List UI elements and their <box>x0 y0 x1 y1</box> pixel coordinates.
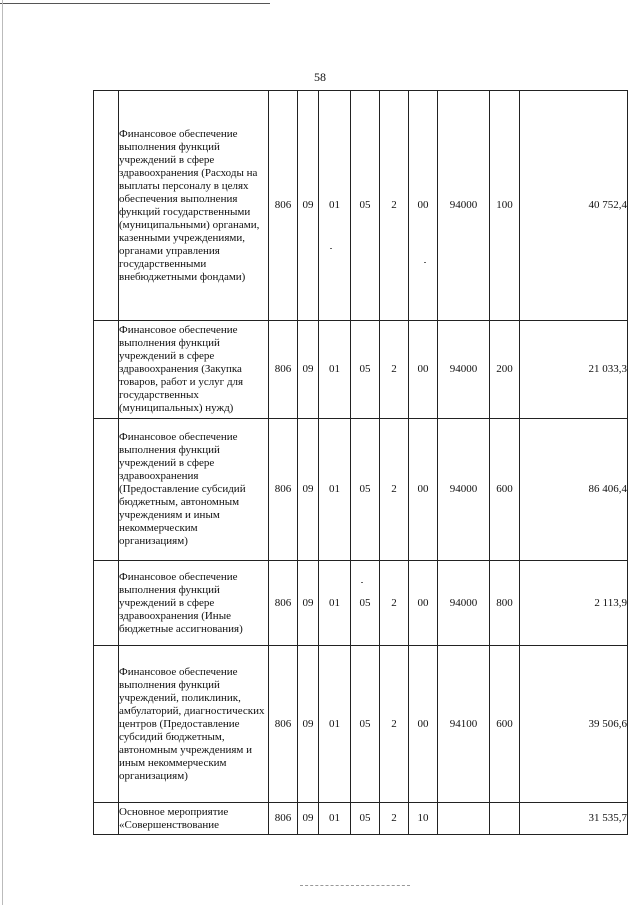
row-name: Финансовое обеспечение выполнения функций учреждений в сфере здравоохранения (Закупка товаров, работ и услуг для государственных (муниципальных) нужд) <box>119 321 269 419</box>
scan-speck <box>424 262 426 263</box>
ministry-code: 806 <box>269 91 298 321</box>
section-code: 09 <box>298 91 319 321</box>
table-row <box>94 419 628 561</box>
activity-code: 00 <box>409 321 438 419</box>
program-code: 05 <box>351 321 380 419</box>
table-row <box>94 803 628 835</box>
scan-edge-top <box>0 3 270 4</box>
table-row <box>94 321 628 419</box>
program-code: 05 <box>351 561 380 646</box>
amount-cell: 39 506,6 <box>520 646 628 803</box>
expense-type-code <box>490 803 520 835</box>
page-number: 58 <box>314 70 326 84</box>
direction-code: 94000 <box>438 91 490 321</box>
subsection-code: 01 <box>319 91 351 321</box>
scan-edge-bottom <box>300 885 410 886</box>
subprogram-code: 2 <box>380 321 409 419</box>
row-index-cell <box>94 646 119 803</box>
program-code: 05 <box>351 646 380 803</box>
row-name: Основное мероприятие «Совершенствование <box>119 803 269 835</box>
row-index-cell <box>94 91 119 321</box>
section-code: 09 <box>298 646 319 803</box>
direction-code <box>438 803 490 835</box>
ministry-code: 806 <box>269 803 298 835</box>
amount-cell: 21 033,3 <box>520 321 628 419</box>
subprogram-code: 2 <box>380 803 409 835</box>
subsection-code: 01 <box>319 321 351 419</box>
program-code: 05 <box>351 91 380 321</box>
expense-type-code: 100 <box>490 91 520 321</box>
row-name: Финансовое обеспечение выполнения функций учреждений в сфере здравоохранения (Предоставление субсидий бюджетным, автономным учреждениям и иным некоммерческим организациям) <box>119 419 269 561</box>
ministry-code: 806 <box>269 646 298 803</box>
amount-cell: 2 113,9 <box>520 561 628 646</box>
section-code: 09 <box>298 321 319 419</box>
subsection-code: 01 <box>319 561 351 646</box>
expense-type-code: 200 <box>490 321 520 419</box>
activity-code: 00 <box>409 561 438 646</box>
section-code: 09 <box>298 561 319 646</box>
scan-edge-left <box>2 0 3 905</box>
amount-cell: 86 406,4 <box>520 419 628 561</box>
activity-code: 00 <box>409 419 438 561</box>
subprogram-code: 2 <box>380 561 409 646</box>
table-row <box>94 561 628 646</box>
row-name: Финансовое обеспечение выполнения функций учреждений в сфере здравоохранения (Иные бюджетные ассигнования) <box>119 561 269 646</box>
budget-table <box>93 90 628 835</box>
scan-speck <box>361 582 363 583</box>
row-index-cell <box>94 803 119 835</box>
expense-type-code: 800 <box>490 561 520 646</box>
direction-code: 94000 <box>438 561 490 646</box>
row-name: Финансовое обеспечение выполнения функций учреждений, поликлиник, амбулаторий, диагностических центров (Предоставление субсидий бюджетным, автономным учреждениям и иным некоммерческим организациям) <box>119 646 269 803</box>
amount-cell: 31 535,7 <box>520 803 628 835</box>
scan-speck <box>330 248 332 249</box>
subprogram-code: 2 <box>380 91 409 321</box>
section-code: 09 <box>298 803 319 835</box>
activity-code: 00 <box>409 91 438 321</box>
ministry-code: 806 <box>269 321 298 419</box>
row-name: Финансовое обеспечение выполнения функций учреждений в сфере здравоохранения (Расходы на выплаты персоналу в целях обеспечения выполнения функций государственными (муниципальными) органами, казенными учреждениями, органами управления государственными внебюджетными фондами) <box>119 91 269 321</box>
direction-code: 94000 <box>438 321 490 419</box>
subsection-code: 01 <box>319 419 351 561</box>
direction-code: 94100 <box>438 646 490 803</box>
direction-code: 94000 <box>438 419 490 561</box>
subprogram-code: 2 <box>380 419 409 561</box>
ministry-code: 806 <box>269 561 298 646</box>
activity-code: 10 <box>409 803 438 835</box>
expense-type-code: 600 <box>490 419 520 561</box>
row-index-cell <box>94 321 119 419</box>
program-code: 05 <box>351 419 380 561</box>
subsection-code: 01 <box>319 803 351 835</box>
expense-type-code: 600 <box>490 646 520 803</box>
subprogram-code: 2 <box>380 646 409 803</box>
amount-cell: 40 752,4 <box>520 91 628 321</box>
ministry-code: 806 <box>269 419 298 561</box>
section-code: 09 <box>298 419 319 561</box>
subsection-code: 01 <box>319 646 351 803</box>
activity-code: 00 <box>409 646 438 803</box>
row-index-cell <box>94 561 119 646</box>
row-index-cell <box>94 419 119 561</box>
table-row <box>94 91 628 321</box>
program-code: 05 <box>351 803 380 835</box>
table-row <box>94 646 628 803</box>
